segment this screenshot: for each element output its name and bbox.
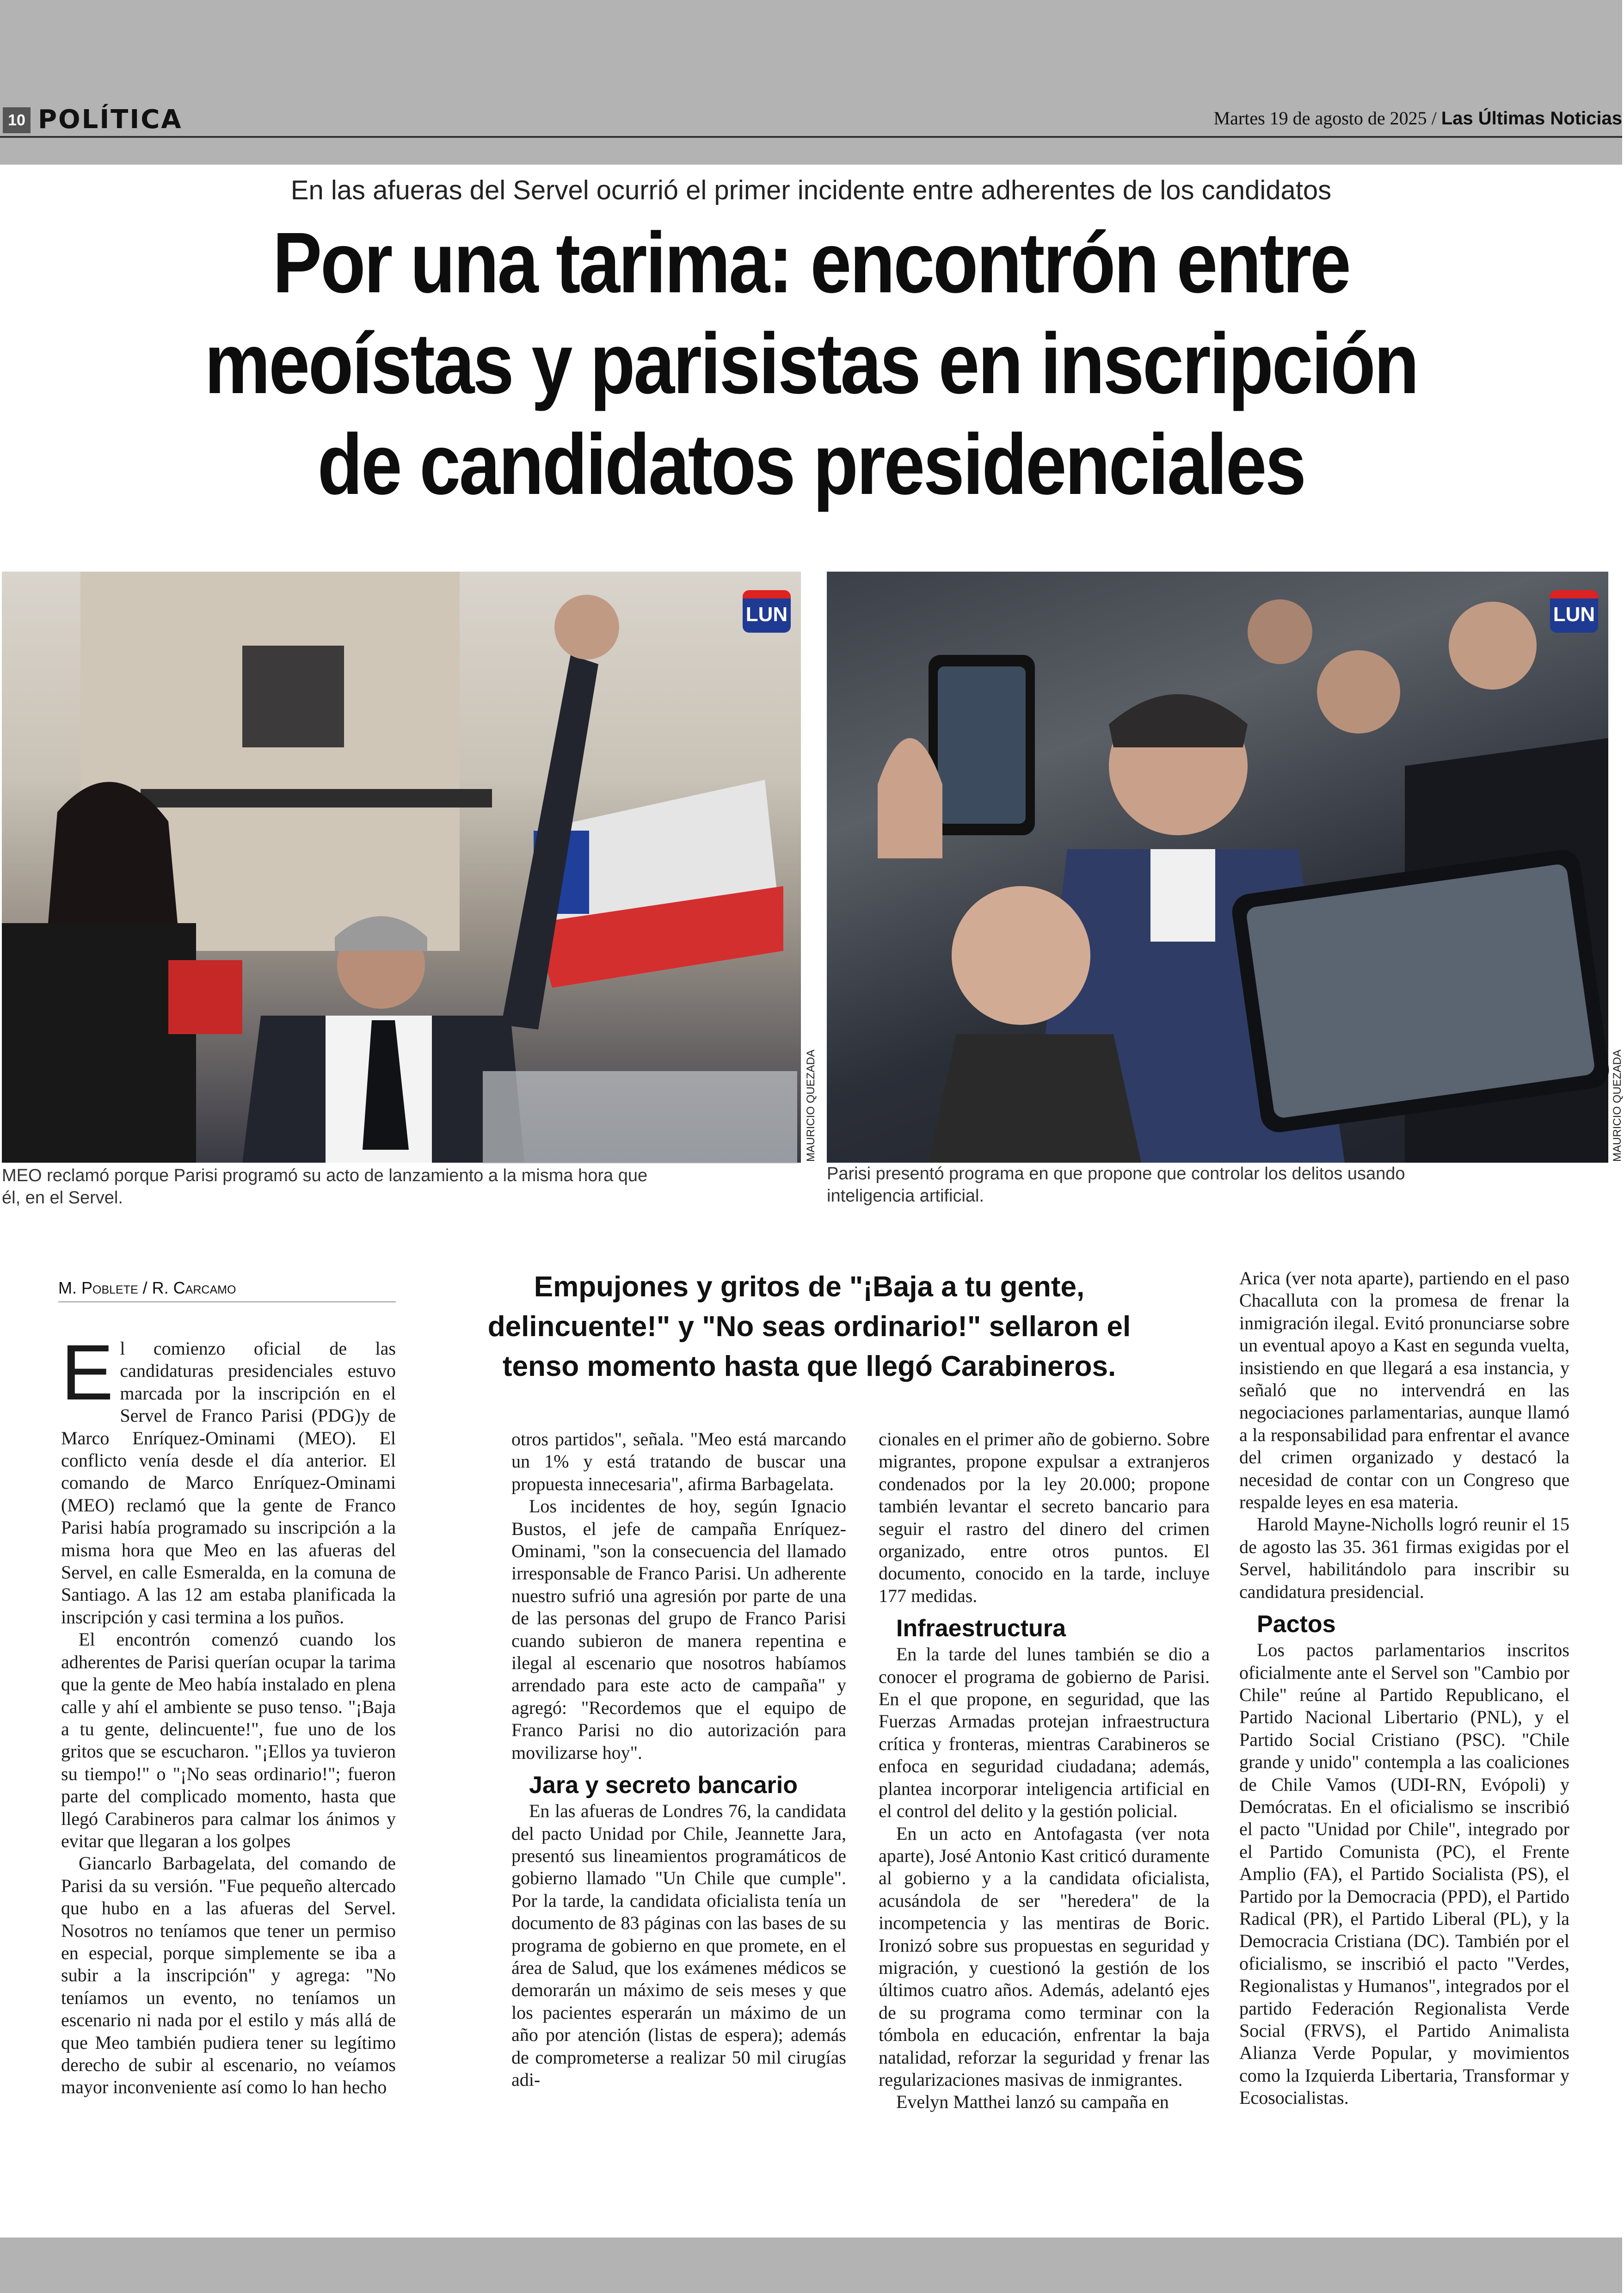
paragraph: [61, 1329, 396, 1628]
photo-meo: [2, 572, 801, 1163]
paragraph: En las afueras de Londres 76, la candidata del pacto Unidad por Chile, Jeannette Jara, presentó sus lineamientos programáticos de gobierno llamado "Un Chile que cumple". Por la tarde, la candidata oficialista tenía un documento de 83 páginas con las bases de su programa de gobierno en que promete, en el área de Salud, que los exámenes médicos se demorarán un máximo de seis meses y que los pacientes esperarán un máximo de un año por atención (listas de espera); además de comprometerse a realizar 50 mil cirugías adi-: [511, 1800, 846, 2090]
body-column-3: [879, 1428, 1210, 2114]
body-column-1: [61, 1329, 396, 2099]
paragraph: Giancarlo Barbagelata, del comando de Parisi da su versión. "Fue pequeño altercado que hubo en a las afueras del Servel. Nosotros no teníamos que tener un permiso en especial, porque simplemente se iba a subir a la inscripción" y agrega: "No teníamos un evento, no teníamos un escenario ni nada por el estilo y más allá de que Meo también pudiera tener su legítimo derecho de subir al escenario, no veíamos mayor inconveniente así como lo han hecho: [61, 1853, 396, 2098]
paragraph: En un acto en Antofagasta (ver nota aparte), José Antonio Kast criticó duramente al gobierno y a la candidata oficialista, acusándola de ser "heredera" de la incompetencia y las mentiras de Boric. Ironizó sobre sus propuestas en seguridad y migración, y cuestionó la gestión de los últimos cuatro años. Además, adelantó ejes de su programa como terminar con la tómbola en educación, enfrentar la baja natalidad, reforzar la seguridad y frenar las regularizaciones masivas de inmigrantes.: [879, 1823, 1210, 2090]
paragraph: El encontrón comenzó cuando los adherentes de Parisi querían ocupar la tarima que la gente de Meo había instalado en plena calle y ahí el ambiente se puso tenso. "¡Baja a tu gente, delincuente!", fue uno de los gritos que se escucharon. "¡Ellos ya tuvieron su tiempo!" o "¡No seas ordinario!"; fueron parte del complicado momento, hasta que llegó Carabineros para calmar los ánimos y evitar que llegaran a los golpes: [61, 1629, 396, 1851]
section-name: POLÍTICA: [38, 105, 183, 135]
issue-date: Martes 19 de agosto de 2025 /: [1213, 108, 1441, 129]
paragraph: Los pactos parlamentarios inscritos oficialmente ante el Servel son "Cambio por Chile" reúne al Partido Republicano, el Partido Nacional Libertario (PNL), y el Partido Social Cristiano (PSC). "Chile grande y unido" contempla a las coaliciones de Chile Vamos (UDI-RN, Evópoli) y Demócratas. En el oficialismo se inscribió el pacto "Unidad por Chile", integrado por el Partido Comunista (PC), el Frente Amplio (FA), el Partido Socialista (PS), el Partido por la Democracia (PPD), el Partido Radical (PR), el Partido Liberal (PL), y la Democracia Cristiana (DC). También por el oficialismo, se inscribió el pacto "Verdes, Regionalistas y Humanos", integrados por el partido Federación Regionalista Verde Social (FRVS), el Partido Animalista Alianza Verde Popular, y movimientos como la Izquierda Libertaria, Transformar y Ecosocialistas.: [1239, 1640, 1569, 2108]
paragraph-text: l comienzo oficial de las candidaturas presidenciales estuvo marcada por la inscripción en el Servel de Franco Parisi (PDG)y de Marco Enríquez-Ominami (MEO). El conflicto venía desde el día anterior. El comando de Marco Enríquez-Ominami (MEO) reclamó que la gente de Franco Parisi había programado su inscripción a la misma hora que Meo en las afueras del Servel, en calle Esmeralda, en la comuna de Santiago. A las 12 am estaba planificada la inscripción y casi termina a los puños.: [61, 1338, 396, 1627]
article-kicker: En las afueras del Servel ocurrió el primer incidente entre adherentes de los candidatos: [290, 175, 1332, 205]
byline: M. Poblete / R. Carcamo: [58, 1278, 396, 1302]
body-column-4: [1239, 1267, 1569, 2109]
subhead-pactos: Pactos: [1257, 1611, 1336, 1638]
paragraph: Los incidentes de hoy, según Ignacio Bustos, el jefe de campaña Enríquez-Ominami, "son la consecuencia del llamado irresponsable de Franco Parisi. Un adherente nuestro sufrió una agresión por parte de una de las personas del grupo de Franco Parisi cuando subieron de manera repentina e ilegal al escenario que nosotros habíamos arrendado para este acto de campaña" y agregó: "Recordemos que el equipo de Franco Parisi no dio autorización para movilizarse hoy".: [511, 1496, 846, 1763]
top-gray-band: [0, 0, 1622, 165]
article-deck: Empujones y gritos de "¡Baja a tu gente, delincuente!" y "No seas ordinario!" sellaron el tenso momento hasta que llegó Carabineros.: [487, 1271, 1131, 1382]
newspaper-name: Las Últimas Noticias: [1441, 108, 1622, 129]
paragraph: Evelyn Matthei lanzó su campaña en: [896, 2091, 1169, 2113]
body-column-2: [511, 1428, 846, 2091]
paragraph: Harold Mayne-Nicholls logró reunir el 15 de agosto las 35. 361 firmas exigidas por el Servel, habilitándolo para inscribir su candidatura presidencial.: [1239, 1514, 1569, 1602]
dateline: [1214, 107, 1622, 129]
paragraph: Arica (ver nota aparte), partiendo en el paso Chacalluta con la promesa de frenar la inmigración ilegal. Evitó pronunciarse sobre un eventual apoyo a Kast en segunda vuelta, insistiendo en que llegará a esa instancia, y señaló que no intervendrá en las negociaciones parlamentarias, aunque llamó a la responsabilidad para enfrentar el avance del crimen organizado y destacó la necesidad de contar con un Congreso que respalde leyes en esa materia.: [1239, 1268, 1569, 1513]
subhead-jara: Jara y secreto bancario: [529, 1772, 798, 1799]
photo-credit-left: MAURICIO QUEZADA: [805, 1049, 817, 1162]
subhead-infraestructura: Infraestructura: [896, 1615, 1066, 1642]
paragraph: En la tarde del lunes también se dio a conocer el programa de gobierno de Parisi. En el que propone, en seguridad, que las Fuerzas Armadas protejan infraestructura crítica y fronteras, mientras Carabineros se enfoca en seguridad ciudadana; además, plantea incorporar inteligencia artificial en el control del delito y la gestión policial.: [879, 1644, 1210, 1822]
photo-caption-left: MEO reclamó porque Parisi programó su acto de lanzamiento a la misma hora que él, en el Servel.: [2, 1166, 648, 1208]
photo-meo-illustration: [2, 572, 801, 1163]
lun-logo: LUN: [1550, 590, 1598, 633]
drop-cap: E: [61, 1329, 114, 1417]
photo-parisi: [827, 572, 1608, 1163]
paragraph: cionales en el primer año de gobierno. Sobre migrantes, propone expulsar a extranjeros condenados por la ley 20.000; propone también levantar el secreto bancario para seguir el rastro del dinero del crimen organizado, entre otros puntos. El documento, conocido en la tarde, incluye 177 medidas.: [879, 1429, 1210, 1606]
paragraph: otros partidos", señala. "Meo está marcando un 1% y está tratando de buscar una propuesta innecesaria", afirma Barbagelata.: [511, 1429, 846, 1494]
lun-logo: LUN: [743, 590, 791, 633]
page-number: 10: [3, 107, 31, 133]
photo-parisi-illustration: [827, 572, 1608, 1163]
photo-caption-right: Parisi presentó programa en que propone que controlar los delitos usando inteligencia artificial.: [827, 1164, 1405, 1206]
photo-credit-right: MAURICIO QUEZADA: [1611, 1049, 1624, 1162]
article-headline: Por una tarima: encontrón entre meoístas y parisistas en inscripción de candidatos presidenciales: [204, 215, 1418, 512]
header-rule: [0, 136, 1622, 138]
bottom-gray-band: [0, 2238, 1622, 2293]
